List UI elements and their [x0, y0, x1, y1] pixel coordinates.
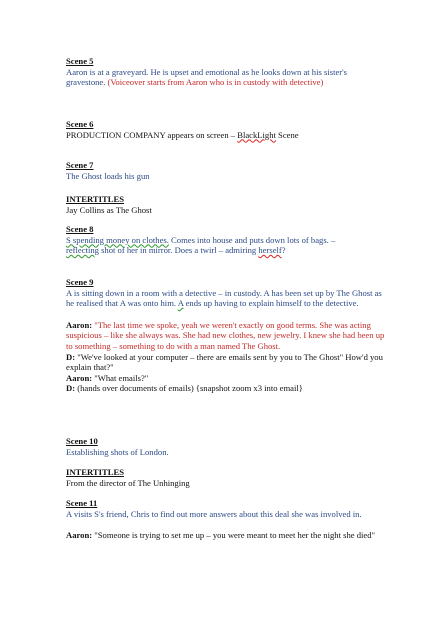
intertitles-heading: INTERTITLES — [66, 194, 124, 204]
grammar-flag[interactable]: A — [177, 298, 184, 309]
scene-description — [66, 67, 386, 88]
dialogue-text: "We've looked at your computer – there are emails sent by you to The Ghost" How'd you explain that?" — [66, 351, 383, 373]
scene-heading: Scene 8 — [66, 224, 94, 234]
spellcheck-word[interactable]: BlackLight — [237, 129, 276, 140]
speaker-label: D: — [66, 383, 76, 394]
scene-7 — [66, 160, 386, 181]
grammar-flag[interactable]: S spending money on clothes. — [66, 234, 169, 245]
scene-heading: Scene 9 — [66, 277, 94, 287]
scene-description: Establishing shots of London. — [66, 446, 169, 457]
action-text: Aaron is at a graveyard. He is upset and emotional as he looks down at his sister's gravestone. — [66, 66, 348, 88]
text-fragment: ? — [281, 245, 286, 256]
scene-6 — [66, 119, 386, 140]
speaker-label: Aaron: — [66, 530, 93, 541]
dialogue-detective — [66, 352, 386, 373]
text-fragment: A is sitting down in a room with a detective – in custody. A has been set up by The Ghost as he realised that A was onto him. — [66, 287, 382, 309]
scene-10 — [66, 436, 386, 457]
dialogue-detective — [66, 383, 386, 394]
intertitles-text: From the director of The Unhinging — [66, 477, 190, 488]
intertitles-heading: INTERTITLES — [66, 467, 124, 477]
dialogue-text: (hands over documents of emails) {snapshot zoom x3 into email} — [75, 383, 303, 394]
intertitles-2 — [66, 467, 386, 488]
scene-5 — [66, 56, 386, 88]
dialogue-text: "The last time we spoke, yeah we weren't exactly on good terms. She was acting suspicious – like she always was. She had new clothes, new jewelry. I knew she had been up to something – something to do with a man named The Ghost. — [66, 319, 385, 351]
scene-heading: Scene 10 — [66, 436, 98, 446]
spellcheck-word[interactable]: herself — [258, 245, 282, 256]
scene-description: A visits S's friend, Chris to find out more answers about this deal she was involved in. — [66, 508, 362, 519]
voiceover-text: (Voiceover starts from Aaron who is in custody with detective) — [105, 77, 324, 88]
text-fragment: Comes into house and puts down lots of bags. – — [168, 234, 336, 245]
scene-description — [66, 130, 386, 141]
speaker-label: D: — [66, 351, 76, 362]
scene-description — [66, 235, 386, 256]
scene-heading: Scene 6 — [66, 119, 94, 129]
scene-heading: Scene 5 — [66, 56, 94, 66]
scene-heading: Scene 7 — [66, 160, 94, 170]
grammar-flag[interactable]: reflecting — [66, 245, 99, 256]
intertitles-1 — [66, 194, 386, 215]
text-fragment: PRODUCTION COMPANY appears on screen – — [66, 129, 238, 140]
text-fragment: Scene — [275, 129, 299, 140]
speaker-label: Aaron: — [66, 372, 93, 383]
dialogue-text: "Someone is trying to set me up – you were meant to meet her the night she died" — [92, 530, 376, 541]
dialogue-aaron — [66, 320, 386, 352]
dialogue-text: "What emails?" — [92, 372, 149, 383]
dialogue-aaron — [66, 530, 386, 541]
scene-11 — [66, 498, 386, 541]
scene-description: The Ghost loads his gun — [66, 170, 150, 181]
scene-heading: Scene 11 — [66, 498, 98, 508]
text-fragment: ends up having to explain himself to the detective. — [183, 298, 359, 309]
text-fragment: shot of her in mirror. Does a twirl – admiring — [98, 245, 259, 256]
scene-8 — [66, 224, 386, 256]
dialogue-aaron — [66, 373, 386, 384]
scene-description — [66, 288, 386, 309]
intertitles-text: Jay Collins as The Ghost — [66, 204, 152, 215]
scene-9 — [66, 277, 386, 394]
speaker-label: Aaron: — [66, 319, 93, 330]
